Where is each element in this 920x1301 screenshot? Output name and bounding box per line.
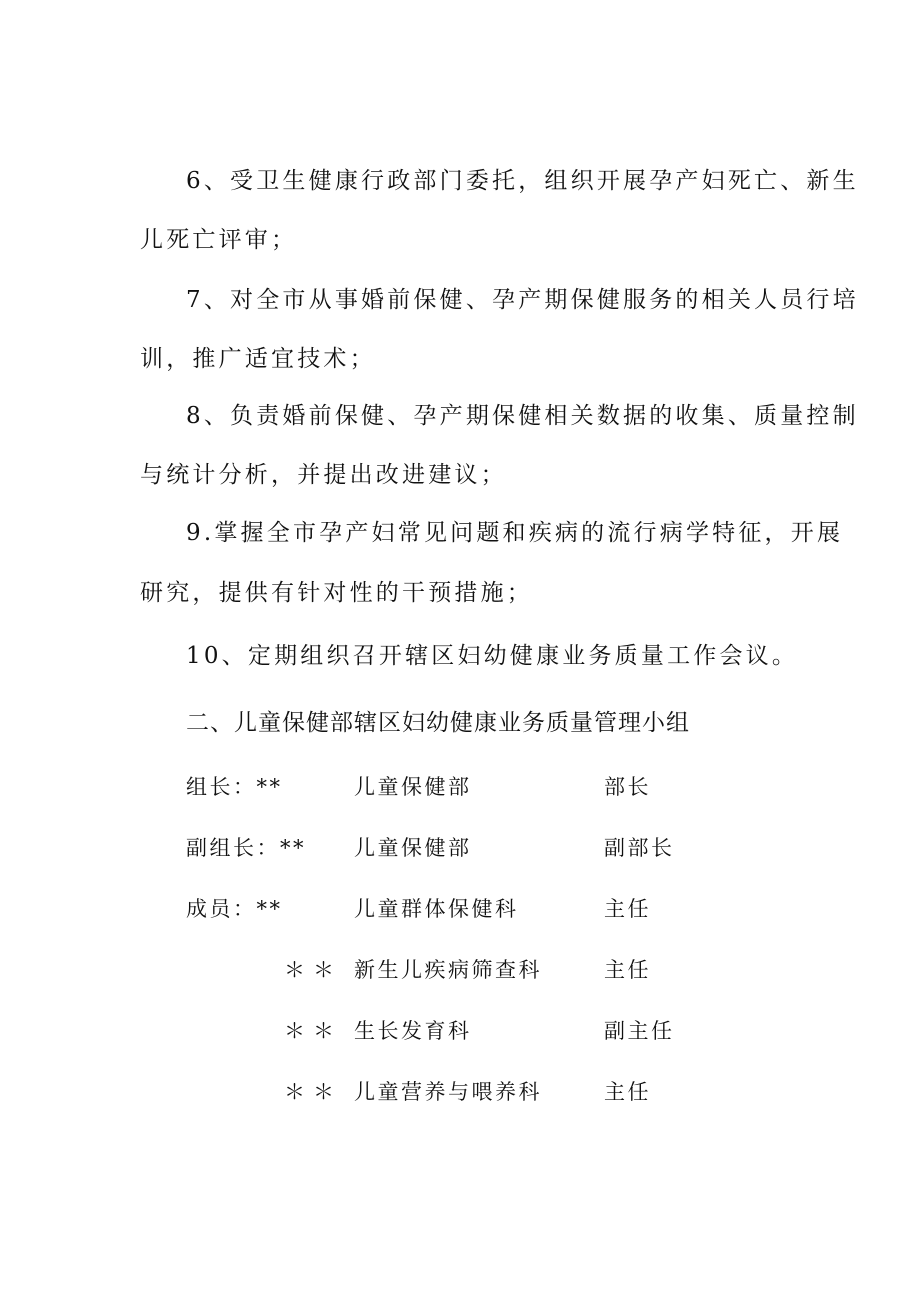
paragraph-9-line-2: 研究，提供有针对性的干预措施； — [140, 580, 533, 606]
paragraph-8-line-1: 8、负责婚前保健、孕产期保健相关数据的收集、质量控制 — [186, 403, 859, 429]
member-row — [0, 894, 920, 924]
member-role: 成员：** — [186, 897, 283, 921]
paragraph-7-line-1: 7、对全市从事婚前保健、孕产期保健服务的相关人员行培 — [186, 287, 859, 313]
member-department: 生长发育科 — [354, 1019, 472, 1043]
member-department: 儿童保健部 — [354, 775, 472, 799]
paragraph-10: 10、定期组织召开辖区妇幼健康业务质量工作会议。 — [186, 643, 799, 669]
member-title: 副部长 — [604, 836, 675, 860]
member-title: 副主任 — [604, 1019, 675, 1043]
member-department: 儿童保健部 — [354, 836, 472, 860]
paragraph-8-line-2: 与统计分析，并提出改进建议； — [140, 462, 507, 488]
paragraph-7-line-2: 训，推广适宜技术； — [140, 346, 376, 372]
member-title: 部长 — [604, 775, 651, 799]
paragraph-6-line-1: 6、受卫生健康行政部门委托，组织开展孕产妇死亡、新生 — [186, 168, 859, 194]
member-row — [0, 772, 920, 802]
member-title: 主任 — [604, 1080, 651, 1104]
member-row — [0, 955, 920, 985]
paragraph-6-line-2: 儿死亡评审； — [140, 227, 298, 253]
member-department: 新生儿疾病筛查科 — [354, 958, 542, 982]
member-role: 组长：** — [186, 775, 283, 799]
member-role: 副组长：** — [186, 836, 306, 860]
member-role: ＊＊ — [284, 1080, 342, 1104]
section-heading: 二、儿童保健部辖区妇幼健康业务质量管理小组 — [186, 710, 690, 736]
member-title: 主任 — [604, 897, 651, 921]
member-row — [0, 1016, 920, 1046]
member-department: 儿童营养与喂养科 — [354, 1080, 542, 1104]
member-title: 主任 — [604, 958, 651, 982]
paragraph-9-line-1: 9.掌握全市孕产妇常见问题和疾病的流行病学特征，开展 — [186, 520, 844, 546]
member-row — [0, 833, 920, 863]
member-role: ＊＊ — [284, 1019, 342, 1043]
member-role: ＊＊ — [284, 958, 342, 982]
member-department: 儿童群体保健科 — [354, 897, 519, 921]
member-row — [0, 1077, 920, 1107]
